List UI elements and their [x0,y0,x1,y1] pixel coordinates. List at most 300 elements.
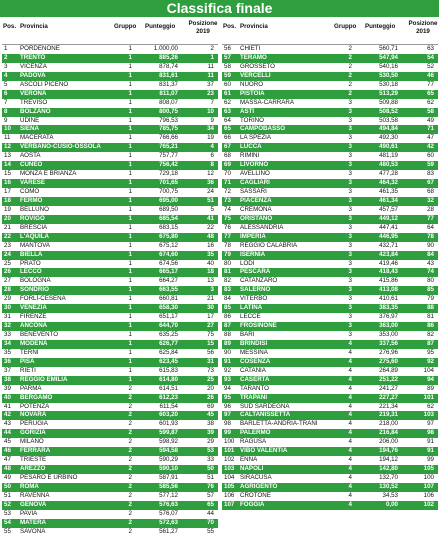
cell-pos: 89 [224,339,231,347]
cell-gruppo: 1 [128,214,132,222]
cell-pos: 85 [224,304,231,312]
cell-pos: 70 [224,170,231,178]
cell-posizione-2019: 103 [423,411,434,419]
cell-gruppo: 2 [128,509,132,517]
cell-gruppo: 2 [348,45,352,52]
cell-punteggio: 418,43 [379,268,398,276]
table-row [222,501,438,510]
cell-gruppo: 3 [348,143,352,151]
cell-punteggio: 644,70 [159,322,178,330]
table-row [222,438,438,447]
cell-pos: 82 [224,277,231,285]
cell-posizione-2019: 73 [207,366,214,374]
cell-gruppo: 2 [128,447,132,455]
cell-provincia: SIENA [20,125,39,133]
cell-provincia: ISERNIA [240,250,266,258]
cell-posizione-2019: 62 [427,402,434,410]
cell-punteggio: 34,53 [382,491,398,499]
cell-provincia: BARLETTA-ANDRIA-TRANI [240,420,318,428]
cell-punteggio: 446,95 [379,232,398,240]
cell-pos: 64 [224,116,231,124]
table-row [222,358,438,367]
cell-punteggio: 701,65 [159,179,178,187]
table-header [222,18,438,45]
table-row [222,367,438,376]
cell-gruppo: 4 [348,402,352,410]
cell-punteggio: 413,08 [379,286,398,294]
cell-gruppo: 1 [128,277,132,285]
table-row [2,340,218,349]
cell-pos: 38 [4,375,11,383]
cell-gruppo: 2 [128,456,132,464]
cell-punteggio: 612,23 [159,393,178,401]
cell-punteggio: 599,87 [159,429,178,437]
table-row [222,143,438,152]
cell-punteggio: 449,12 [379,214,398,222]
cell-posizione-2019: 32 [427,196,434,204]
cell-posizione-2019: 82 [427,331,434,338]
cell-gruppo: 4 [348,375,352,383]
cell-punteggio: 419,46 [379,259,398,267]
cell-gruppo: 4 [348,366,352,374]
cell-posizione-2019: 74 [427,268,434,276]
cell-pos: 50 [4,482,11,490]
cell-gruppo: 1 [128,89,132,97]
cell-provincia: PISA [20,357,35,365]
cell-posizione-2019: 3 [210,286,214,294]
table-row [2,152,218,161]
cell-gruppo: 1 [128,116,132,124]
cell-punteggio: 594,58 [159,447,178,455]
cell-punteggio: 1.000,00 [153,45,178,52]
header-gruppo: Gruppo [334,23,357,30]
cell-pos: 2 [4,53,8,61]
cell-posizione-2019: 21 [207,295,214,303]
cell-gruppo: 2 [128,465,132,473]
cell-gruppo: 4 [348,348,352,356]
table-row [2,161,218,170]
cell-gruppo: 4 [348,438,352,446]
cell-gruppo: 3 [348,286,352,294]
cell-provincia: ENNA [240,456,258,464]
cell-punteggio: 614,80 [159,375,178,383]
cell-punteggio: 663,55 [159,286,178,294]
cell-pos: 66 [224,134,231,142]
table-row [2,206,218,215]
cell-provincia: VITERBO [240,295,268,303]
cell-pos: 92 [224,366,231,374]
cell-posizione-2019: 67 [427,179,434,187]
cell-pos: 90 [224,348,231,356]
cell-pos: 106 [224,491,235,499]
cell-provincia: TERNI [20,348,39,356]
table-row [222,474,438,483]
cell-posizione-2019: 76 [207,482,214,490]
cell-posizione-2019: 55 [207,527,214,535]
table-row [222,125,438,134]
table-row [2,492,218,501]
cell-punteggio: 275,60 [379,357,398,365]
table-row [222,277,438,286]
cell-punteggio: 625,84 [159,348,178,356]
cell-provincia: PERUGIA [20,420,48,428]
cell-posizione-2019: 78 [427,232,434,240]
table-row [222,152,438,161]
cell-pos: 83 [224,286,231,294]
cell-provincia: RAVENNA [20,491,50,499]
table-row [222,420,438,429]
cell-punteggio: 132,70 [379,474,398,481]
cell-posizione-2019: 79 [427,295,434,303]
table-row [2,134,218,143]
table-body [2,45,218,537]
table-row [2,501,218,510]
cell-pos: 9 [4,116,8,124]
cell-punteggio: 560,71 [379,45,398,52]
cell-posizione-2019: 97 [427,420,434,428]
cell-provincia: ASTI [240,107,255,115]
cell-posizione-2019: 25 [207,375,214,383]
cell-posizione-2019: 81 [427,313,434,321]
cell-gruppo: 3 [348,98,352,106]
table-row [2,170,218,179]
cell-pos: 42 [4,411,11,419]
cell-gruppo: 1 [128,339,132,347]
cell-pos: 45 [4,438,11,446]
table-row [2,179,218,188]
cell-posizione-2019: 4 [210,143,214,151]
cell-punteggio: 689,50 [159,205,178,213]
table-row [2,188,218,197]
table-row [222,403,438,412]
table-row [222,117,438,126]
cell-posizione-2019: 49 [427,116,434,124]
cell-provincia: NUORO [240,80,264,88]
cell-pos: 13 [4,152,11,160]
cell-punteggio: 410,61 [379,295,398,303]
cell-provincia: MATERA [20,518,47,526]
cell-punteggio: 353,00 [379,331,398,338]
cell-gruppo: 3 [348,250,352,258]
cell-gruppo: 3 [348,241,352,249]
cell-posizione-2019: 83 [427,170,434,178]
cell-pos: 23 [4,241,11,249]
cell-pos: 48 [4,465,11,473]
cell-pos: 31 [4,313,11,321]
cell-pos: 99 [224,429,231,437]
cell-punteggio: 585,56 [159,482,178,490]
cell-punteggio: 0,00 [385,500,398,508]
table-row [222,483,438,492]
cell-punteggio: 665,17 [159,268,178,276]
cell-posizione-2019: 77 [427,80,434,88]
cell-gruppo: 4 [348,429,352,437]
cell-posizione-2019: 31 [207,357,214,365]
cell-gruppo: 1 [128,143,132,151]
cell-gruppo: 2 [128,384,132,392]
cell-pos: 98 [224,420,231,428]
table-row [222,54,438,63]
cell-posizione-2019: 80 [427,277,434,285]
cell-gruppo: 3 [348,214,352,222]
cell-pos: 27 [4,277,11,285]
cell-provincia: CROTONE [240,491,271,499]
table-row [222,108,438,117]
cell-provincia: CALTANISSETTA [240,411,291,419]
cell-provincia: ASCOLI PICENO [20,80,69,88]
cell-gruppo: 4 [348,357,352,365]
table-header [2,18,218,45]
cell-punteggio: 194,12 [379,456,398,464]
table-row [222,465,438,474]
cell-posizione-2019: 91 [427,438,434,446]
cell-posizione-2019: 11 [207,71,214,79]
cell-gruppo: 1 [128,268,132,276]
cell-punteggio: 577,12 [159,491,178,499]
cell-posizione-2019: 75 [207,331,214,338]
cell-posizione-2019: 99 [427,456,434,464]
table-row [2,519,218,528]
cell-gruppo: 3 [348,125,352,133]
table-row [2,510,218,519]
cell-posizione-2019: 41 [207,214,214,222]
cell-pos: 14 [4,161,11,169]
cell-pos: 51 [4,491,11,499]
cell-posizione-2019: 44 [207,509,214,517]
cell-provincia: FROSINONE [240,322,277,330]
cell-pos: 72 [224,188,231,195]
table-row [2,367,218,376]
cell-posizione-2019: 27 [207,322,214,330]
cell-pos: 86 [224,313,231,321]
table-row [2,81,218,90]
table-row [222,99,438,108]
table-row [2,117,218,126]
cell-gruppo: 1 [128,161,132,169]
cell-provincia: AVELLINO [240,170,270,178]
cell-pos: 96 [224,402,231,410]
table-row [2,358,218,367]
cell-posizione-2019: 54 [427,53,434,61]
table-row [2,456,218,465]
cell-punteggio: 878,74 [159,62,178,70]
ranking-table-right [222,18,438,510]
header-punteggio: Punteggio [365,23,396,30]
cell-provincia: PISTOIA [240,89,265,97]
cell-posizione-2019: 39 [207,429,214,437]
cell-punteggio: 683,15 [159,223,178,231]
cell-gruppo: 1 [128,232,132,240]
cell-pos: 56 [224,45,231,52]
cell-punteggio: 660,81 [159,295,178,303]
cell-pos: 1 [4,45,8,52]
cell-pos: 91 [224,357,231,365]
cell-provincia: IMPERIA [240,232,266,240]
cell-provincia: AGRIGENTO [240,482,278,490]
cell-provincia: TORINO [240,116,264,124]
table-row [222,313,438,322]
cell-gruppo: 1 [128,259,132,267]
cell-provincia: BOLZANO [20,107,51,115]
cell-provincia: TRIESTE [20,456,47,464]
cell-punteggio: 766,66 [159,134,178,142]
cell-punteggio: 480,53 [379,161,398,169]
table-row [222,304,438,313]
cell-gruppo: 3 [348,295,352,303]
ranking-table-left [2,18,218,537]
cell-posizione-2019: 10 [207,107,214,115]
header-provincia: Provincia [240,23,268,30]
cell-posizione-2019: 92 [427,357,434,365]
cell-provincia: TREVISO [20,98,48,106]
cell-gruppo: 2 [128,518,132,526]
cell-posizione-2019: 43 [427,259,434,267]
cell-gruppo: 2 [128,491,132,499]
cell-posizione-2019: 106 [423,491,434,499]
cell-posizione-2019: 107 [423,482,434,490]
cell-provincia: GROSSETO [240,62,275,70]
cell-pos: 88 [224,331,231,338]
cell-punteggio: 130,52 [379,482,398,490]
table-row [222,161,438,170]
table-row [2,197,218,206]
cell-provincia: TARANTO [240,384,269,392]
table-row [222,429,438,438]
cell-pos: 77 [224,232,231,240]
cell-posizione-2019: 48 [207,232,214,240]
cell-gruppo: 2 [348,62,352,70]
cell-punteggio: 461,34 [379,196,398,204]
cell-provincia: MONZA E BRIANZA [20,170,77,178]
cell-punteggio: 415,86 [379,277,398,285]
table-row [2,411,218,420]
cell-posizione-2019: 18 [207,268,214,276]
cell-provincia: VERBANO-CUSIO-OSSOLA [20,143,101,151]
cell-pos: 11 [4,134,11,142]
cell-gruppo: 3 [348,277,352,285]
cell-provincia: MASSA-CARRARA [240,98,294,106]
cell-gruppo: 3 [348,232,352,240]
cell-punteggio: 251,22 [379,375,398,383]
cell-gruppo: 4 [348,447,352,455]
cell-posizione-2019: 51 [207,196,214,204]
table-row [2,54,218,63]
cell-gruppo: 2 [128,500,132,508]
cell-posizione-2019: 24 [207,188,214,195]
cell-posizione-2019: 7 [210,98,214,106]
cell-punteggio: 623,45 [159,357,178,365]
cell-gruppo: 1 [128,196,132,204]
cell-gruppo: 1 [128,366,132,374]
cell-punteggio: 241,27 [379,384,398,392]
cell-punteggio: 635,25 [159,331,178,338]
cell-provincia: GENOVA [20,500,47,508]
cell-pos: 93 [224,375,231,383]
cell-posizione-2019: 69 [207,402,214,410]
cell-posizione-2019: 40 [207,259,214,267]
table-row [2,429,218,438]
cell-posizione-2019: 68 [427,188,434,195]
cell-provincia: LUCCA [240,143,262,151]
table-row [2,474,218,483]
cell-pos: 74 [224,205,231,213]
table-row [222,260,438,269]
cell-gruppo: 2 [128,482,132,490]
cell-pos: 28 [4,286,11,294]
cell-punteggio: 590,10 [159,465,178,473]
table-row [2,63,218,72]
cell-provincia: MODENA [20,339,48,347]
cell-punteggio: 651,17 [159,313,178,321]
cell-provincia: BOLOGNA [20,277,51,285]
cell-provincia: NOVARA [20,411,47,419]
cell-gruppo: 2 [128,411,132,419]
cell-gruppo: 1 [128,45,132,52]
cell-punteggio: 508,52 [379,107,398,115]
cell-posizione-2019: 84 [427,250,434,258]
cell-punteggio: 603,20 [159,411,178,419]
cell-pos: 104 [224,474,235,481]
cell-pos: 61 [224,89,231,97]
cell-pos: 80 [224,259,231,267]
cell-provincia: TRAPANI [240,393,268,401]
cell-pos: 37 [4,366,11,374]
cell-provincia: UDINE [20,116,40,124]
cell-provincia: PARMA [20,384,42,392]
cell-posizione-2019: 11 [207,62,214,70]
cell-punteggio: 509,88 [379,98,398,106]
cell-punteggio: 457,57 [379,205,398,213]
cell-pos: 65 [224,125,231,133]
cell-posizione-2019: 46 [427,71,434,79]
cell-pos: 71 [224,179,231,187]
header-pos: Pos. [223,23,237,30]
cell-gruppo: 1 [128,53,132,61]
cell-posizione-2019: 36 [207,179,214,187]
table-row [2,233,218,242]
table-row [222,134,438,143]
cell-pos: 40 [4,393,11,401]
cell-pos: 41 [4,402,11,410]
cell-pos: 94 [224,384,231,392]
cell-punteggio: 194,76 [379,447,398,455]
cell-pos: 75 [224,214,231,222]
cell-provincia: SASSARI [240,188,267,195]
table-row [222,268,438,277]
table-row [2,215,218,224]
cell-punteggio: 664,27 [159,277,178,285]
table-row [222,63,438,72]
cell-pos: 12 [4,143,11,151]
cell-provincia: VICENZA [20,62,47,70]
cell-punteggio: 800,75 [159,107,178,115]
cell-punteggio: 572,63 [159,518,178,526]
cell-provincia: RIMINI [240,152,260,160]
cell-pos: 57 [224,53,231,61]
cell-gruppo: 3 [348,161,352,169]
cell-provincia: MACERATA [20,134,54,142]
cell-gruppo: 3 [348,196,352,204]
cell-pos: 32 [4,322,11,330]
cell-posizione-2019: 65 [427,89,434,97]
cell-pos: 44 [4,429,11,437]
cell-gruppo: 3 [348,313,352,321]
cell-provincia: VERCELLI [240,71,271,79]
cell-punteggio: 530,18 [379,80,398,88]
cell-pos: 5 [4,80,8,88]
cell-gruppo: 1 [128,170,132,178]
cell-gruppo: 4 [348,491,352,499]
